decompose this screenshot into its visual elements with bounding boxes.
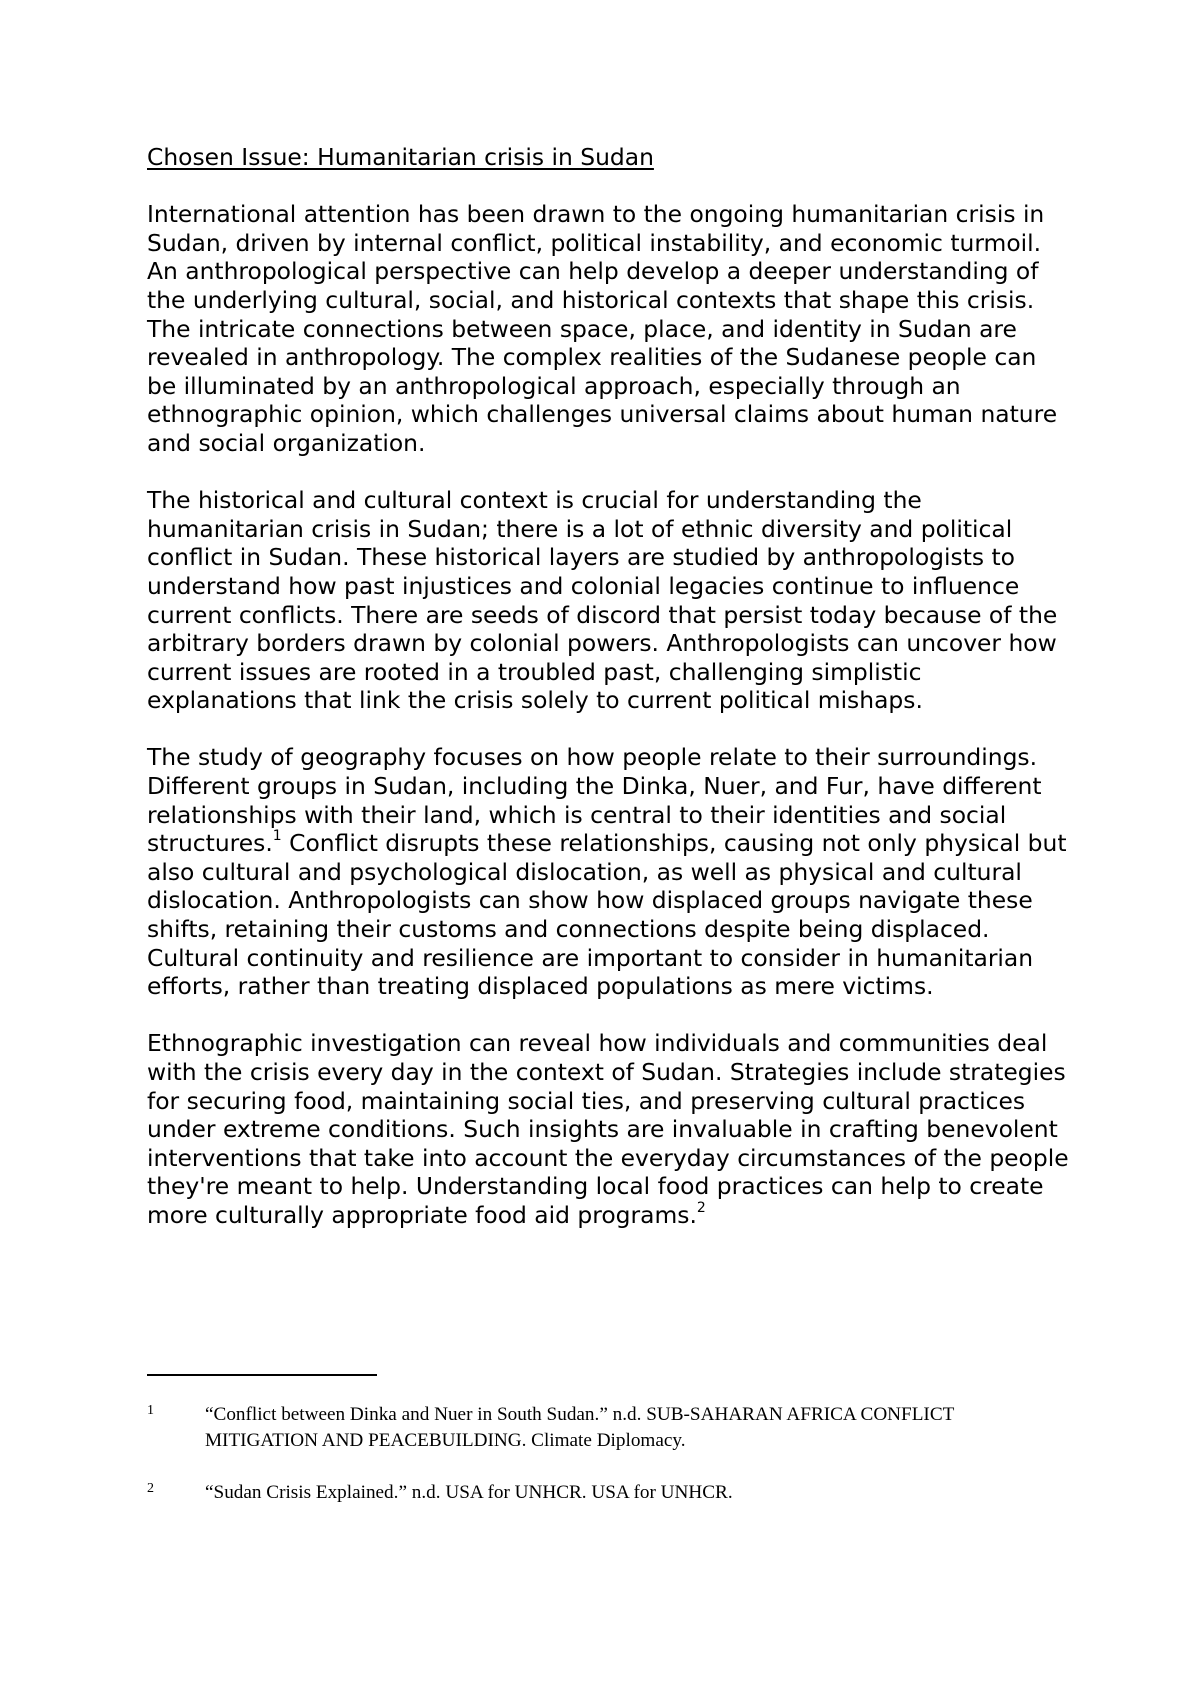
footnote-1-number: 1 — [147, 1403, 154, 1418]
footnote-2 — [147, 1480, 1067, 1506]
footnotes-section — [147, 1402, 1067, 1506]
document-title: Chosen Issue: Humanitarian crisis in Sudan — [147, 143, 654, 171]
footnote-2-text: “Sudan Crisis Explained.” n.d. USA for UNHCR. USA for UNHCR. — [205, 1482, 733, 1503]
footnote-ref-2[interactable]: 2 — [696, 1200, 706, 1217]
paragraph-3-text-after: Conflict disrupts these relationships, causing not only physical but also cultural and psychological dislocation, as well as physical and cultural dislocation. Anthropologists can show how displaced groups navigate these shifts, retaining their customs and connections despite being displaced. Cultural continuity and resilience are important to consider in humanitarian efforts, rather than treating displaced populations as mere victims. — [147, 829, 1067, 1001]
paragraph-2-text: The historical and cultural context is crucial for understanding the humanitarian crisis in Sudan; there is a lot of ethnic diversity and political conflict in Sudan. These historical layers are studied by anthropologists to understand how past injustices and colonial legacies continue to influence current conflicts. There are seeds of discord that persist today because of the arbitrary borders drawn by colonial powers. Anthropologists can uncover how current issues are rooted in a troubled past, challenging simplistic explanations that link the crisis solely to current political mishaps. — [147, 486, 1058, 715]
footnote-1 — [147, 1402, 1067, 1454]
paragraph-3 — [147, 743, 1072, 1000]
paragraph-2 — [147, 486, 1072, 715]
paragraph-4-text: Ethnographic investigation can reveal how individuals and communities deal with the crisis every day in the context of Sudan. Strategies include strategies for securing food, maintaining social ties, and preserving cultural practices under extreme conditions. Such insights are invaluable in crafting benevolent interventions that take into account the everyday circumstances of the people they're meant to help. Understanding local food practices can help to create more culturally appropriate food aid programs. — [147, 1029, 1069, 1229]
document-body — [147, 143, 1072, 1258]
footnote-1-text: “Conflict between Dinka and Nuer in South Sudan.” n.d. SUB-SAHARAN AFRICA CONFLICT MITIGATION AND PEACEBUILDING. Climate Diplomacy. — [205, 1404, 954, 1451]
paragraph-3-text-before: The study of geography focuses on how people relate to their surroundings. Different groups in Sudan, including the Dinka, Nuer, and Fur, have different relationships with their land, which is central to their identities and social structures. — [147, 743, 1042, 858]
paragraph-1-text: International attention has been drawn to the ongoing humanitarian crisis in Sudan, driven by internal conflict, political instability, and economic turmoil. An anthropological perspective can help develop a deeper understanding of the underlying cultural, social, and historical contexts that shape this crisis. The intricate connections between space, place, and identity in Sudan are revealed in anthropology. The complex realities of the Sudanese people can be illuminated by an anthropological approach, especially through an ethnographic opinion, which challenges universal claims about human nature and social organization. — [147, 200, 1058, 457]
paragraph-1 — [147, 200, 1072, 457]
paragraph-4 — [147, 1029, 1072, 1229]
footnote-separator — [147, 1374, 377, 1376]
footnote-2-number: 2 — [147, 1481, 154, 1496]
footnote-ref-1[interactable]: 1 — [272, 828, 282, 845]
